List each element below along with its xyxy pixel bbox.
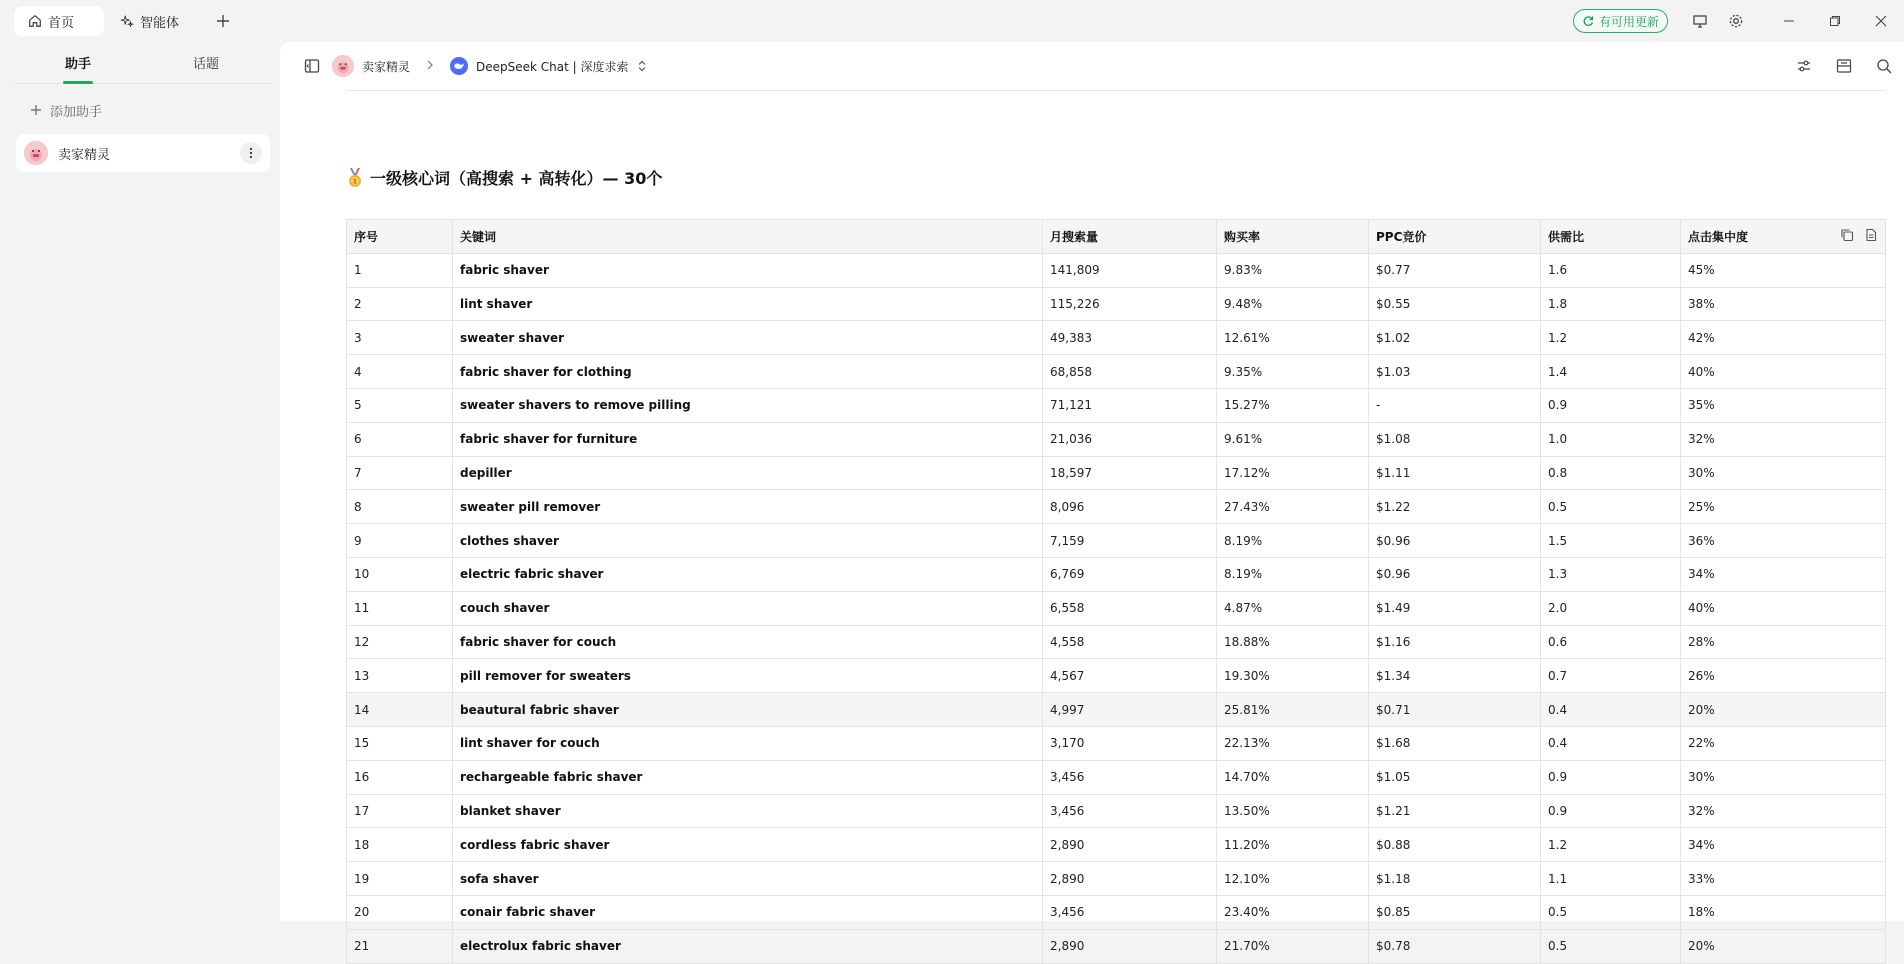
cell-keyword: sweater pill remover: [453, 490, 1043, 524]
cell-index: 1: [347, 253, 453, 287]
cell-supply-demand: 0.9: [1541, 388, 1681, 422]
deepseek-logo-icon: [450, 57, 468, 75]
tab-home-label: 首页: [48, 15, 75, 31]
cell-keyword: sofa shaver: [453, 862, 1043, 896]
cell-click-concentration: 40%: [1681, 355, 1886, 389]
tab-agents[interactable]: [106, 6, 193, 36]
avatar: [332, 55, 354, 77]
table-row: [347, 693, 1886, 727]
cell-keyword: fabric shaver for clothing: [453, 355, 1043, 389]
sparkle-icon: [120, 14, 134, 28]
model-selector[interactable]: DeepSeek Chat | 深度求索: [476, 59, 629, 74]
cell-ppc-bid: $1.11: [1369, 456, 1541, 490]
keyword-table: [346, 219, 1886, 964]
cell-index: 15: [347, 726, 453, 760]
cell-purchase-rate: 8.19%: [1217, 557, 1369, 591]
cell-click-concentration: 34%: [1681, 828, 1886, 862]
cell-ppc-bid: $0.78: [1369, 929, 1541, 963]
cell-purchase-rate: 22.13%: [1217, 726, 1369, 760]
cell-purchase-rate: 4.87%: [1217, 591, 1369, 625]
cell-index: 11: [347, 591, 453, 625]
table-body: [347, 253, 1886, 963]
cell-search-volume: 7,159: [1043, 524, 1217, 558]
cell-supply-demand: 0.5: [1541, 490, 1681, 524]
cell-supply-demand: 2.0: [1541, 591, 1681, 625]
col-purchase-rate-label: 购买率: [1224, 229, 1261, 244]
cell-search-volume: 6,558: [1043, 591, 1217, 625]
cell-index: 7: [347, 456, 453, 490]
avatar: [24, 141, 48, 165]
chevron-right-icon: [426, 59, 434, 73]
minimize-button[interactable]: [1766, 0, 1812, 42]
plus-icon: [30, 104, 42, 116]
more-vertical-icon: [246, 147, 256, 159]
cell-click-concentration: 20%: [1681, 693, 1886, 727]
cell-purchase-rate: 9.83%: [1217, 253, 1369, 287]
col-click-concentration: [1681, 220, 1886, 254]
cell-index: 14: [347, 693, 453, 727]
tab-home[interactable]: [14, 6, 104, 36]
monitor-icon: [1692, 13, 1708, 29]
update-available-button[interactable]: [1573, 9, 1668, 33]
cell-search-volume: 6,769: [1043, 557, 1217, 591]
cell-click-concentration: 30%: [1681, 456, 1886, 490]
close-icon: [1875, 15, 1887, 27]
cell-supply-demand: 1.2: [1541, 828, 1681, 862]
tab-agents-label: 智能体: [140, 15, 180, 31]
table-row: [347, 253, 1886, 287]
table-row: [347, 388, 1886, 422]
cell-ppc-bid: $0.88: [1369, 828, 1541, 862]
section-heading: [346, 166, 662, 189]
col-supply-demand: [1541, 220, 1681, 254]
cell-keyword: electric fabric shaver: [453, 557, 1043, 591]
export-icon[interactable]: [1864, 228, 1878, 242]
svg-text:1: 1: [352, 178, 358, 185]
add-assistant-label: 添加助手: [50, 104, 103, 120]
cell-ppc-bid: $0.96: [1369, 557, 1541, 591]
cell-keyword: blanket shaver: [453, 794, 1043, 828]
sliders-icon: [1796, 58, 1812, 74]
cell-supply-demand: 0.5: [1541, 895, 1681, 929]
cell-index: 4: [347, 355, 453, 389]
cell-click-concentration: 42%: [1681, 321, 1886, 355]
assistant-avatar-icon: [332, 55, 354, 77]
col-purchase-rate: [1217, 220, 1369, 254]
tab-assistants[interactable]: 助手: [14, 42, 142, 83]
table-row: [347, 828, 1886, 862]
breadcrumb: [332, 52, 647, 80]
cell-search-volume: 3,456: [1043, 760, 1217, 794]
cell-keyword: sweater shavers to remove pilling: [453, 388, 1043, 422]
cell-keyword: lint shaver for couch: [453, 726, 1043, 760]
cell-keyword: electrolux fabric shaver: [453, 929, 1043, 963]
cell-index: 2: [347, 287, 453, 321]
col-search-volume-label: 月搜索量: [1050, 229, 1099, 244]
cell-ppc-bid: $1.08: [1369, 422, 1541, 456]
col-keyword-label: 关键词: [460, 229, 497, 244]
col-index-label: 序号: [354, 229, 379, 244]
cell-search-volume: 141,809: [1043, 253, 1217, 287]
cell-search-volume: 18,597: [1043, 456, 1217, 490]
table-row: [347, 422, 1886, 456]
cell-search-volume: 2,890: [1043, 929, 1217, 963]
cell-index: 3: [347, 321, 453, 355]
cell-purchase-rate: 19.30%: [1217, 659, 1369, 693]
cell-purchase-rate: 15.27%: [1217, 388, 1369, 422]
cell-click-concentration: 26%: [1681, 659, 1886, 693]
search-icon: [1876, 58, 1892, 74]
cell-supply-demand: 1.3: [1541, 557, 1681, 591]
cell-search-volume: 2,890: [1043, 828, 1217, 862]
cell-ppc-bid: $1.16: [1369, 625, 1541, 659]
table-row: [347, 321, 1886, 355]
sidebar-tabs: [14, 42, 270, 84]
cell-search-volume: 4,558: [1043, 625, 1217, 659]
new-tab-button[interactable]: [211, 9, 235, 33]
cell-search-volume: 49,383: [1043, 321, 1217, 355]
cell-search-volume: 71,121: [1043, 388, 1217, 422]
cell-index: 10: [347, 557, 453, 591]
col-keyword: [453, 220, 1043, 254]
plus-icon: [216, 14, 230, 28]
col-ppc-bid: [1369, 220, 1541, 254]
cell-search-volume: 8,096: [1043, 490, 1217, 524]
chat-header: [280, 42, 1904, 90]
cell-keyword: beautural fabric shaver: [453, 693, 1043, 727]
cell-index: 19: [347, 862, 453, 896]
cell-ppc-bid: $0.85: [1369, 895, 1541, 929]
assistant-item[interactable]: [16, 134, 270, 172]
settings-button[interactable]: [1718, 3, 1754, 39]
cell-search-volume: 3,456: [1043, 895, 1217, 929]
cell-search-volume: 115,226: [1043, 287, 1217, 321]
medal-icon: [346, 168, 364, 188]
cell-supply-demand: 0.5: [1541, 929, 1681, 963]
cell-supply-demand: 0.9: [1541, 794, 1681, 828]
table-row: [347, 557, 1886, 591]
layout-icon: [1836, 58, 1852, 74]
cell-search-volume: 4,997: [1043, 693, 1217, 727]
assistant-name: 卖家精灵: [58, 147, 111, 163]
cell-supply-demand: 0.4: [1541, 726, 1681, 760]
table-row: [347, 862, 1886, 896]
gear-icon: [1728, 13, 1744, 29]
assistant-avatar-icon: [24, 141, 48, 165]
cell-purchase-rate: 9.61%: [1217, 422, 1369, 456]
cell-search-volume: 3,456: [1043, 794, 1217, 828]
cell-purchase-rate: 12.10%: [1217, 862, 1369, 896]
cell-supply-demand: 0.4: [1541, 693, 1681, 727]
col-search-volume: [1043, 220, 1217, 254]
cell-supply-demand: 1.4: [1541, 355, 1681, 389]
cell-supply-demand: 1.2: [1541, 321, 1681, 355]
cell-purchase-rate: 27.43%: [1217, 490, 1369, 524]
cell-index: 9: [347, 524, 453, 558]
col-index: [347, 220, 453, 254]
cell-search-volume: 21,036: [1043, 422, 1217, 456]
col-ppc-bid-label: PPC竞价: [1376, 229, 1427, 244]
col-click-concentration-label: 点击集中度: [1688, 229, 1749, 244]
sidebar-toggle-icon: [304, 58, 320, 74]
search-button[interactable]: [1864, 50, 1904, 82]
cell-supply-demand: 1.6: [1541, 253, 1681, 287]
cell-click-concentration: 20%: [1681, 929, 1886, 963]
table-row: [347, 929, 1886, 963]
add-assistant-button[interactable]: [30, 98, 280, 122]
cell-ppc-bid: $1.05: [1369, 760, 1541, 794]
cell-keyword: fabric shaver: [453, 253, 1043, 287]
table-row: [347, 726, 1886, 760]
cell-search-volume: 3,170: [1043, 726, 1217, 760]
cell-index: 17: [347, 794, 453, 828]
cell-purchase-rate: 14.70%: [1217, 760, 1369, 794]
cell-click-concentration: 32%: [1681, 794, 1886, 828]
cell-keyword: fabric shaver for furniture: [453, 422, 1043, 456]
cell-ppc-bid: $1.49: [1369, 591, 1541, 625]
section-title: 一级核心词（高搜索 + 高转化）— 30个: [370, 169, 663, 188]
cell-purchase-rate: 9.35%: [1217, 355, 1369, 389]
main-panel: [280, 42, 1904, 954]
table-row: [347, 456, 1886, 490]
cell-index: 21: [347, 929, 453, 963]
cell-keyword: cordless fabric shaver: [453, 828, 1043, 862]
cell-supply-demand: 1.0: [1541, 422, 1681, 456]
breadcrumb-assistant[interactable]: 卖家精灵: [362, 59, 411, 74]
cell-click-concentration: 33%: [1681, 862, 1886, 896]
cell-click-concentration: 34%: [1681, 557, 1886, 591]
cell-click-concentration: 32%: [1681, 422, 1886, 456]
cell-ppc-bid: -: [1369, 388, 1541, 422]
table-row: [347, 625, 1886, 659]
title-bar: [0, 0, 1904, 42]
sidebar: [0, 42, 280, 921]
cell-purchase-rate: 23.40%: [1217, 895, 1369, 929]
update-label: 有可用更新: [1598, 14, 1659, 29]
cell-click-concentration: 35%: [1681, 388, 1886, 422]
copy-icon[interactable]: [1840, 228, 1854, 242]
cell-purchase-rate: 21.70%: [1217, 929, 1369, 963]
cell-ppc-bid: $0.96: [1369, 524, 1541, 558]
assistant-more-button[interactable]: [240, 142, 262, 164]
table-row: [347, 794, 1886, 828]
table-row: [347, 287, 1886, 321]
cell-index: 5: [347, 388, 453, 422]
cell-click-concentration: 25%: [1681, 490, 1886, 524]
cell-ppc-bid: $1.34: [1369, 659, 1541, 693]
message-content: [346, 90, 1886, 954]
table-row: [347, 591, 1886, 625]
refresh-icon: [1582, 15, 1594, 27]
toggle-sidebar-button[interactable]: [300, 54, 324, 78]
table-row: [347, 659, 1886, 693]
cell-ppc-bid: $1.03: [1369, 355, 1541, 389]
cell-supply-demand: 0.6: [1541, 625, 1681, 659]
cell-supply-demand: 1.5: [1541, 524, 1681, 558]
cell-supply-demand: 1.8: [1541, 287, 1681, 321]
cell-click-concentration: 18%: [1681, 895, 1886, 929]
table-row: [347, 490, 1886, 524]
col-supply-demand-label: 供需比: [1548, 229, 1585, 244]
cell-supply-demand: 0.8: [1541, 456, 1681, 490]
cell-index: 12: [347, 625, 453, 659]
chevron-updown-icon[interactable]: [637, 60, 647, 72]
cell-purchase-rate: 12.61%: [1217, 321, 1369, 355]
table-header-row: [347, 220, 1886, 254]
tab-topics[interactable]: 话题: [192, 57, 219, 72]
home-icon: [28, 14, 42, 28]
minimize-icon: [1783, 15, 1795, 27]
cell-index: 18: [347, 828, 453, 862]
cell-keyword: lint shaver: [453, 287, 1043, 321]
cell-purchase-rate: 11.20%: [1217, 828, 1369, 862]
cell-purchase-rate: 18.88%: [1217, 625, 1369, 659]
cell-keyword: depiller: [453, 456, 1043, 490]
cell-keyword: rechargeable fabric shaver: [453, 760, 1043, 794]
cell-purchase-rate: 9.48%: [1217, 287, 1369, 321]
restore-icon: [1829, 15, 1841, 27]
cell-index: 13: [347, 659, 453, 693]
table-row: [347, 895, 1886, 929]
table-row: [347, 524, 1886, 558]
cell-ppc-bid: $0.71: [1369, 693, 1541, 727]
cell-supply-demand: 0.7: [1541, 659, 1681, 693]
settings-sliders-button[interactable]: [1784, 50, 1824, 82]
cell-index: 8: [347, 490, 453, 524]
cell-ppc-bid: $0.77: [1369, 253, 1541, 287]
cell-click-concentration: 40%: [1681, 591, 1886, 625]
cell-keyword: fabric shaver for couch: [453, 625, 1043, 659]
display-button[interactable]: [1682, 3, 1718, 39]
divider: [346, 90, 1886, 91]
cell-ppc-bid: $1.02: [1369, 321, 1541, 355]
cell-keyword: sweater shaver: [453, 321, 1043, 355]
cell-ppc-bid: $1.21: [1369, 794, 1541, 828]
cell-click-concentration: 30%: [1681, 760, 1886, 794]
cell-click-concentration: 28%: [1681, 625, 1886, 659]
cell-keyword: conair fabric shaver: [453, 895, 1043, 929]
cell-click-concentration: 36%: [1681, 524, 1886, 558]
cell-ppc-bid: $1.22: [1369, 490, 1541, 524]
cell-keyword: pill remover for sweaters: [453, 659, 1043, 693]
cell-keyword: couch shaver: [453, 591, 1043, 625]
cell-purchase-rate: 13.50%: [1217, 794, 1369, 828]
cell-search-volume: 4,567: [1043, 659, 1217, 693]
cell-search-volume: 68,858: [1043, 355, 1217, 389]
cell-index: 16: [347, 760, 453, 794]
cell-click-concentration: 22%: [1681, 726, 1886, 760]
table-row: [347, 760, 1886, 794]
cell-ppc-bid: $0.55: [1369, 287, 1541, 321]
cell-purchase-rate: 8.19%: [1217, 524, 1369, 558]
cell-ppc-bid: $1.68: [1369, 726, 1541, 760]
table-row: [347, 355, 1886, 389]
cell-click-concentration: 45%: [1681, 253, 1886, 287]
cell-index: 6: [347, 422, 453, 456]
cell-supply-demand: 0.9: [1541, 760, 1681, 794]
cell-supply-demand: 1.1: [1541, 862, 1681, 896]
cell-purchase-rate: 17.12%: [1217, 456, 1369, 490]
restore-button[interactable]: [1812, 0, 1858, 42]
cell-ppc-bid: $1.18: [1369, 862, 1541, 896]
layout-button[interactable]: [1824, 50, 1864, 82]
cell-purchase-rate: 25.81%: [1217, 693, 1369, 727]
close-button[interactable]: [1858, 0, 1904, 42]
cell-click-concentration: 38%: [1681, 287, 1886, 321]
cell-keyword: clothes shaver: [453, 524, 1043, 558]
cell-search-volume: 2,890: [1043, 862, 1217, 896]
cell-index: 20: [347, 895, 453, 929]
